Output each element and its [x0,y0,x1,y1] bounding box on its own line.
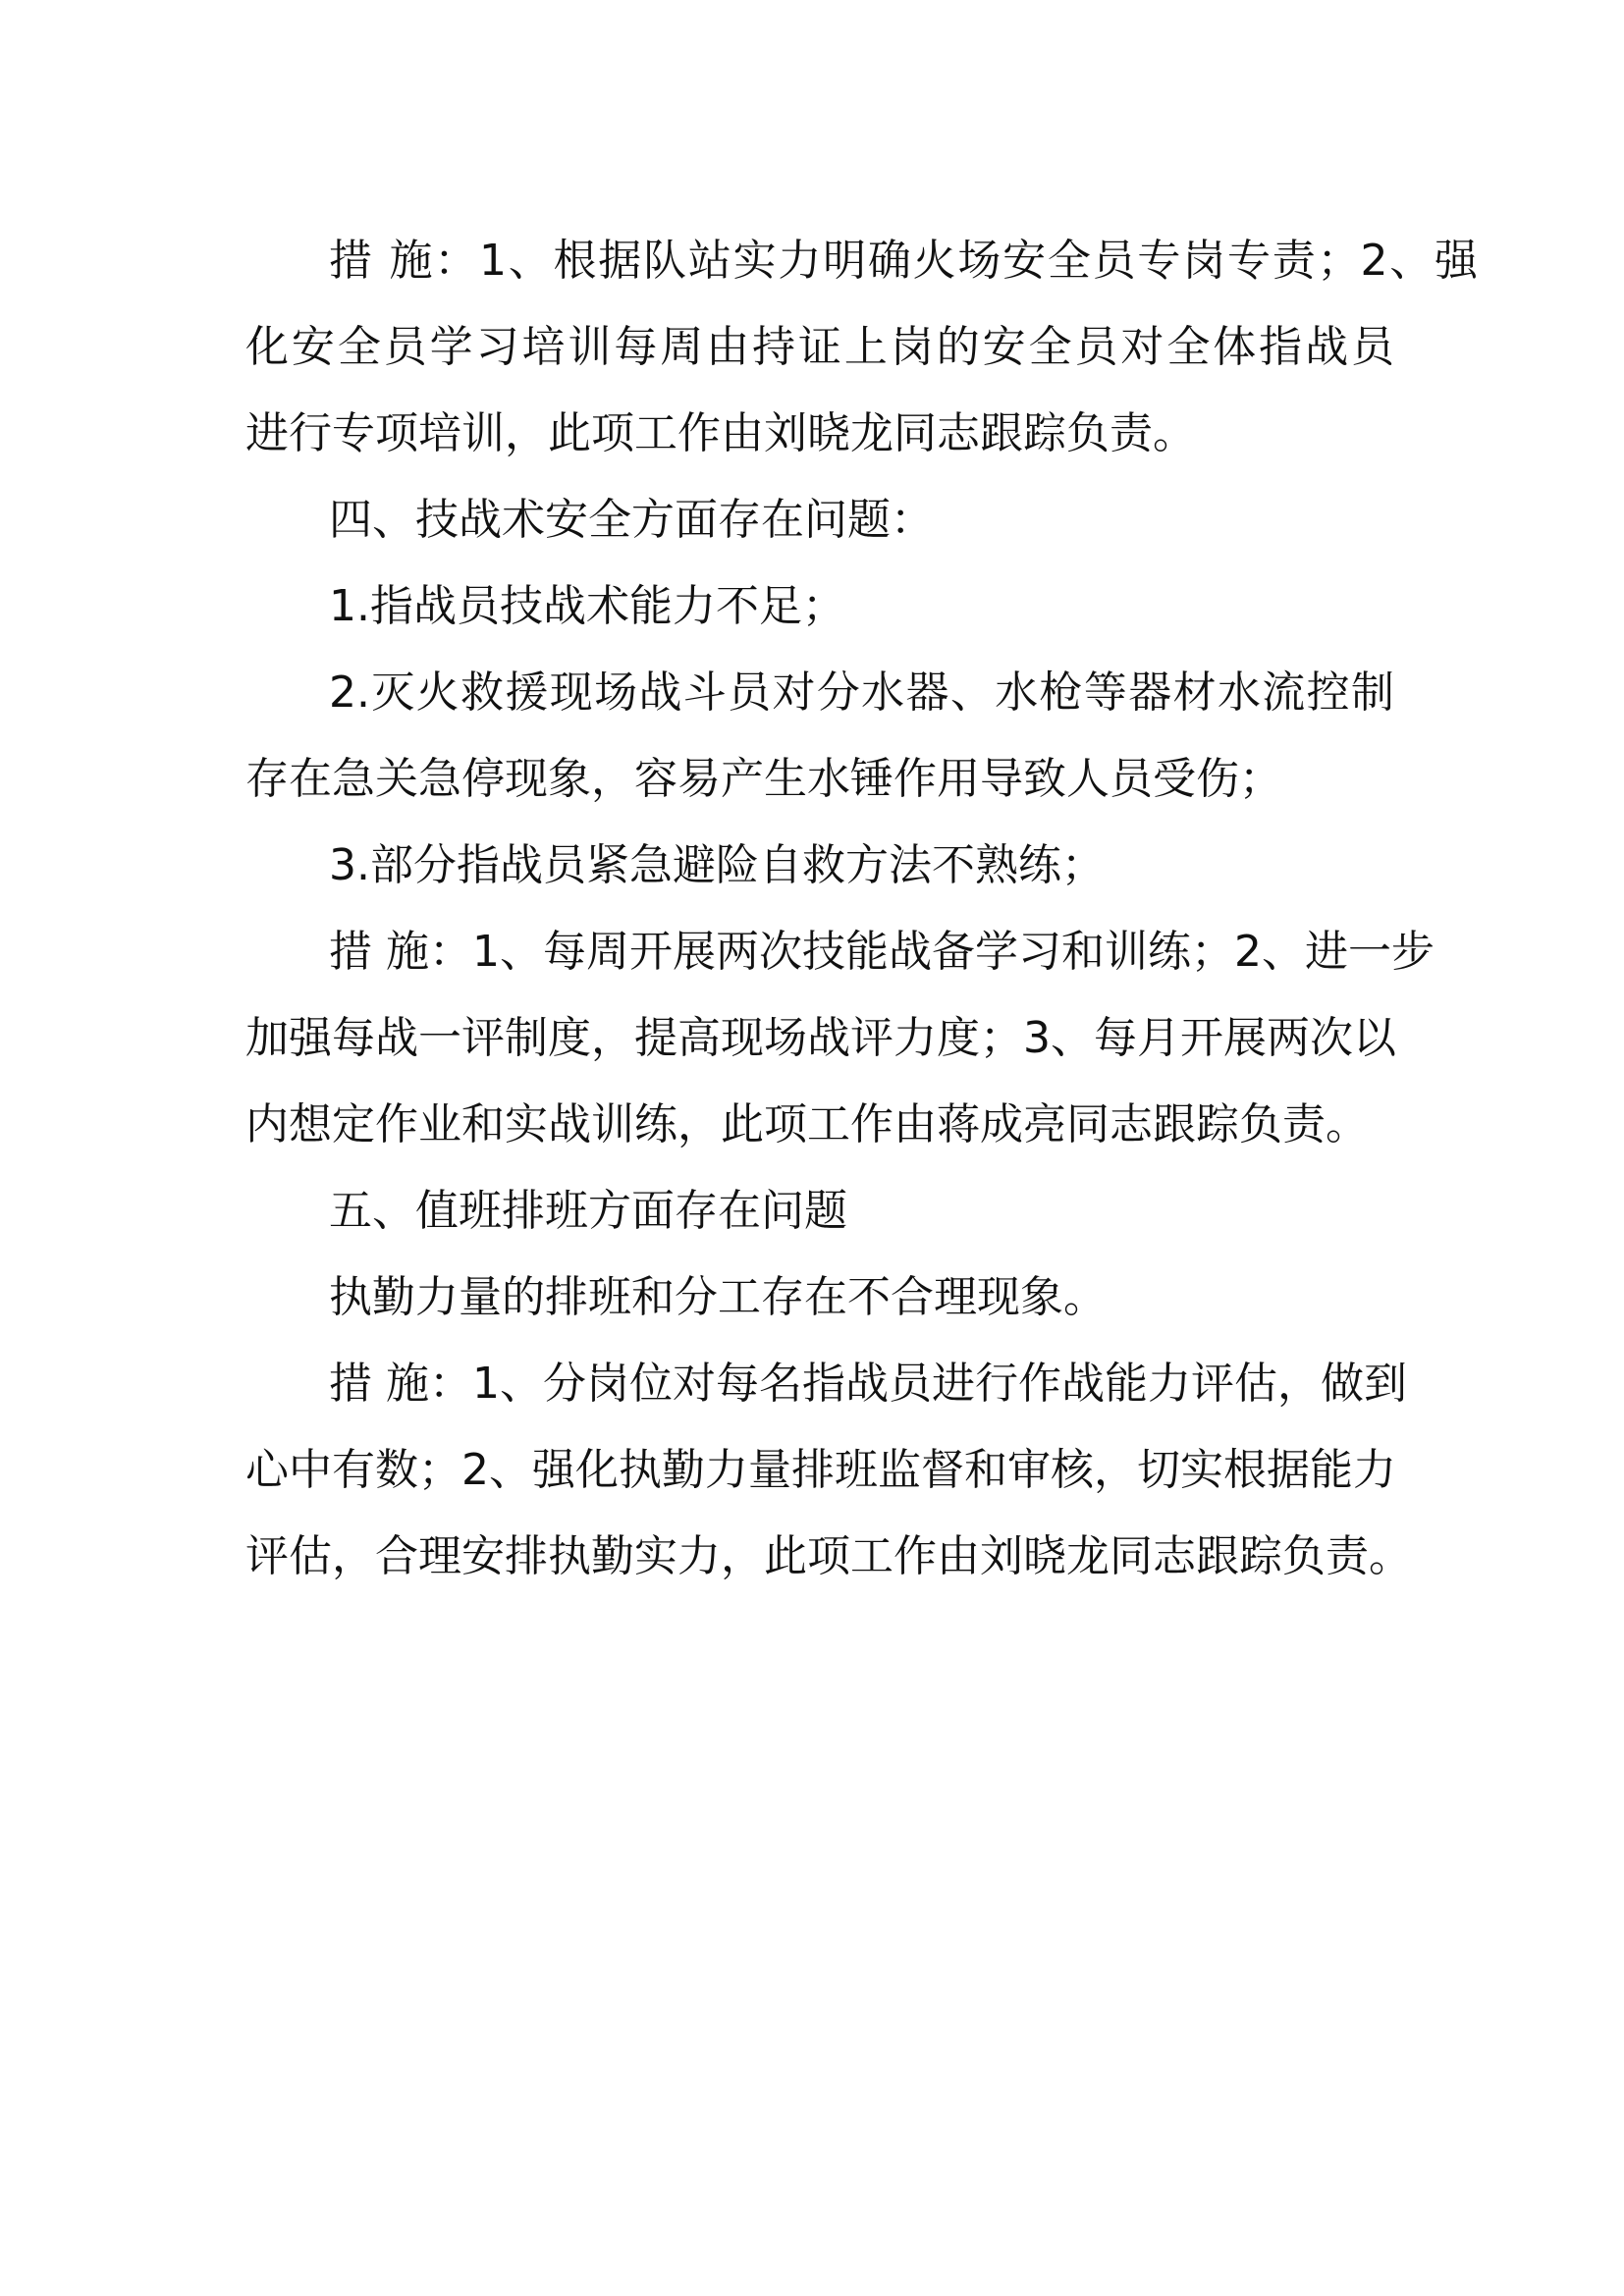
section-4-item-2-line-2: 存在急关急停现象，容易产生水锤作用导致人员受伤； [245,754,1282,804]
measures-2-line-3: 内想定作业和实战训练，此项工作由蒋成亮同志跟踪负责。 [245,1099,1369,1149]
section-4-item-2-line-1: 2.灭火救援现场战斗员对分水器、水枪等器材水流控制 [329,667,1394,718]
measures-1-line-1: 措 施：1、根据队站实力明确火场安全员专岗专责；2、强 [329,236,1478,286]
measures-3-line-2: 心中有数；2、强化执勤力量排班监督和审核，切实根据能力 [245,1445,1396,1495]
measures-2-line-1: 措 施：1、每周开展两次技能战备学习和训练；2、进一步 [329,927,1435,977]
section-4-item-1: 1.指战员技战术能力不足； [329,581,845,631]
measures-1-line-2: 化安全员学习培训每周由持证上岗的安全员对全体指战员 [245,322,1394,372]
measures-3-line-1: 措 施：1、分岗位对每名指战员进行作战能力评估，做到 [329,1359,1407,1409]
section-5-problem: 执勤力量的排班和分工存在不合理现象。 [329,1272,1107,1322]
section-4-heading: 四、技战术安全方面存在问题： [329,495,934,545]
measures-2-line-2: 加强每战一评制度，提高现场战评力度；3、每月开展两次以 [245,1013,1396,1063]
section-4-item-3: 3.部分指战员紧急避险自救方法不熟练； [329,840,1105,890]
measures-3-line-3: 评估，合理安排执勤实力，此项工作由刘晓龙同志跟踪负责。 [245,1531,1412,1581]
measures-1-line-3: 进行专项培训，此项工作由刘晓龙同志跟踪负责。 [245,408,1196,458]
section-5-heading: 五、值班排班方面存在问题 [329,1186,847,1236]
